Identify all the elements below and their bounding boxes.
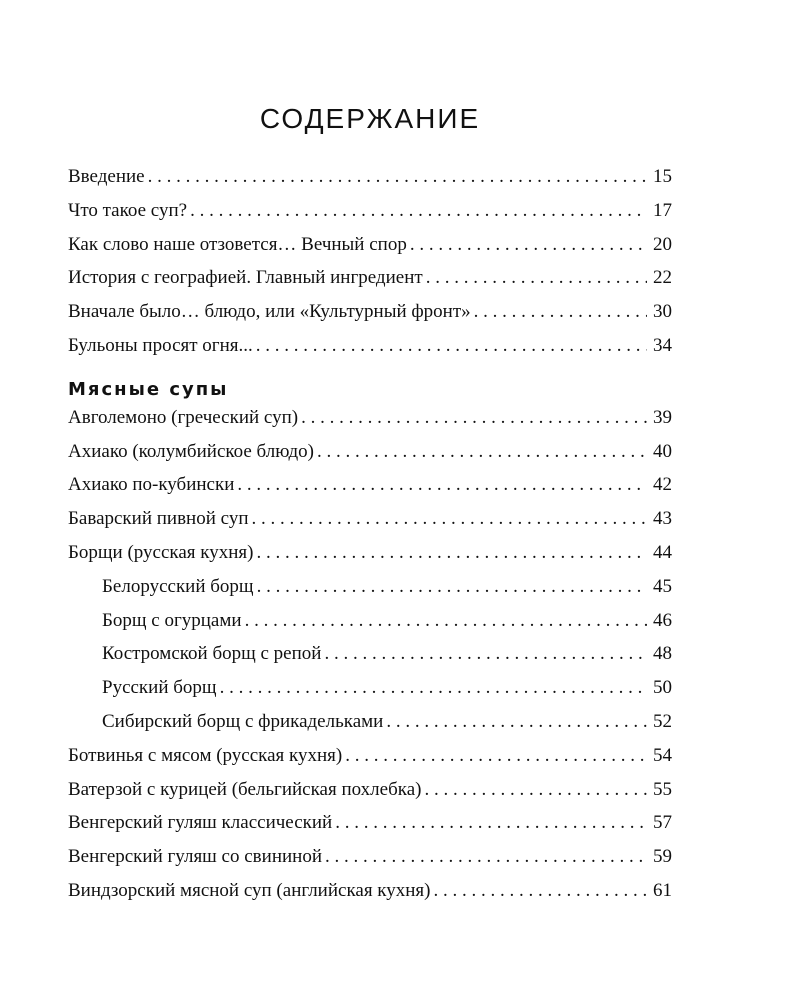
dot-leader bbox=[410, 234, 647, 256]
entry-page-number: 46 bbox=[653, 609, 672, 631]
dot-leader bbox=[237, 474, 647, 496]
entry-page-number: 45 bbox=[653, 575, 672, 597]
dot-leader bbox=[256, 542, 647, 564]
dot-leader bbox=[245, 610, 647, 632]
toc-entry bbox=[68, 880, 672, 914]
entry-title: Венгерский гуляш классический bbox=[68, 812, 333, 834]
dot-leader bbox=[474, 301, 647, 323]
entry-title: Ахиако (колумбийское блюдо) bbox=[68, 440, 314, 462]
entry-page-number: 42 bbox=[653, 474, 672, 496]
entry-page-number: 54 bbox=[653, 744, 672, 766]
entry-title: Авголемоно (греческий суп) bbox=[68, 406, 299, 428]
toc-entry bbox=[68, 812, 672, 846]
entry-title: Венгерский гуляш со свининой bbox=[68, 846, 322, 868]
entry-page-number: 61 bbox=[653, 879, 672, 901]
toc-subentry bbox=[68, 643, 672, 677]
entry-title: История с географией. Главный ингредиент bbox=[68, 267, 423, 289]
entry-title: Русский борщ bbox=[102, 677, 217, 699]
dot-leader bbox=[252, 508, 648, 530]
entry-title: Что такое суп? bbox=[68, 199, 188, 221]
entry-page-number: 17 bbox=[653, 199, 672, 221]
entry-title: Сибирский борщ с фрикадельками bbox=[102, 710, 384, 732]
entry-page-number: 44 bbox=[653, 541, 672, 563]
toc-entry bbox=[68, 234, 672, 268]
entry-page-number: 59 bbox=[653, 846, 672, 868]
dot-leader bbox=[424, 779, 647, 801]
entry-title: Ахиако по-кубински bbox=[68, 474, 235, 496]
dot-leader bbox=[345, 745, 647, 767]
toc-entry bbox=[68, 745, 672, 779]
entry-title: Костромской борщ с репой bbox=[102, 643, 322, 665]
intro-list bbox=[68, 166, 672, 369]
toc-page bbox=[68, 100, 672, 914]
toc-entry bbox=[68, 301, 672, 335]
entry-page-number: 57 bbox=[653, 812, 672, 834]
dot-leader bbox=[434, 880, 647, 902]
toc-entry bbox=[68, 166, 672, 200]
dot-leader bbox=[256, 335, 647, 357]
entry-title: Виндзорский мясной суп (английская кухня) bbox=[68, 879, 431, 901]
page-title: СОДЕРЖАНИЕ bbox=[259, 103, 481, 134]
toc-entry bbox=[68, 200, 672, 234]
entry-page-number: 20 bbox=[653, 233, 672, 255]
entry-page-number: 50 bbox=[653, 677, 672, 699]
toc-entry bbox=[68, 779, 672, 813]
entry-page-number: 40 bbox=[653, 440, 672, 462]
dot-leader bbox=[325, 846, 647, 868]
dot-leader bbox=[220, 677, 647, 699]
entry-title: Борщ с огурцами bbox=[102, 609, 242, 631]
entry-page-number: 22 bbox=[653, 267, 672, 289]
toc-entry bbox=[68, 441, 672, 475]
entry-title: Ботвинья с мясом (русская кухня) bbox=[68, 744, 343, 766]
entry-title: Введение bbox=[68, 166, 145, 187]
toc-entry bbox=[68, 846, 672, 880]
entry-title: Баварский пивной суп bbox=[68, 508, 249, 530]
entry-title: Бульоны просят огня... bbox=[68, 334, 253, 356]
toc-subentry bbox=[68, 576, 672, 610]
dot-leader bbox=[426, 267, 647, 289]
dot-leader bbox=[324, 643, 647, 665]
entry-page-number: 55 bbox=[653, 778, 672, 800]
toc-entry bbox=[68, 474, 672, 508]
toc-subentry bbox=[68, 711, 672, 745]
entry-page-number: 34 bbox=[653, 334, 672, 356]
dot-leader bbox=[190, 200, 647, 222]
entry-title: Борщи (русская кухня) bbox=[68, 541, 254, 563]
entry-title: Белорусский борщ bbox=[102, 575, 254, 597]
dot-leader bbox=[386, 711, 647, 733]
dot-leader bbox=[257, 576, 647, 598]
entry-page-number: 30 bbox=[653, 301, 672, 323]
entry-page-number: 43 bbox=[653, 508, 672, 530]
toc-subentry bbox=[68, 610, 672, 644]
entry-page-number: 48 bbox=[653, 643, 672, 665]
toc-subentry bbox=[68, 677, 672, 711]
entry-page-number: 15 bbox=[653, 166, 672, 187]
dot-leader bbox=[148, 166, 647, 188]
dot-leader bbox=[317, 441, 647, 463]
toc-entry bbox=[68, 267, 672, 301]
entry-title: Вначале было… блюдо, или «Культурный фронт» bbox=[68, 301, 471, 323]
toc-entry bbox=[68, 542, 672, 576]
entry-page-number: 39 bbox=[653, 406, 672, 428]
toc-entry bbox=[68, 335, 672, 369]
entry-title: Ватерзой с курицей (бельгийская похлебка) bbox=[68, 778, 422, 800]
toc-entry bbox=[68, 508, 672, 542]
dot-leader bbox=[335, 812, 647, 834]
entry-title: Как слово наше отзовется… Вечный спор bbox=[68, 233, 407, 255]
meat-soups-list bbox=[68, 407, 672, 914]
dot-leader bbox=[301, 407, 647, 429]
section-heading: Мясные супы bbox=[68, 378, 229, 400]
toc-entry bbox=[68, 407, 672, 441]
entry-page-number: 52 bbox=[653, 710, 672, 732]
